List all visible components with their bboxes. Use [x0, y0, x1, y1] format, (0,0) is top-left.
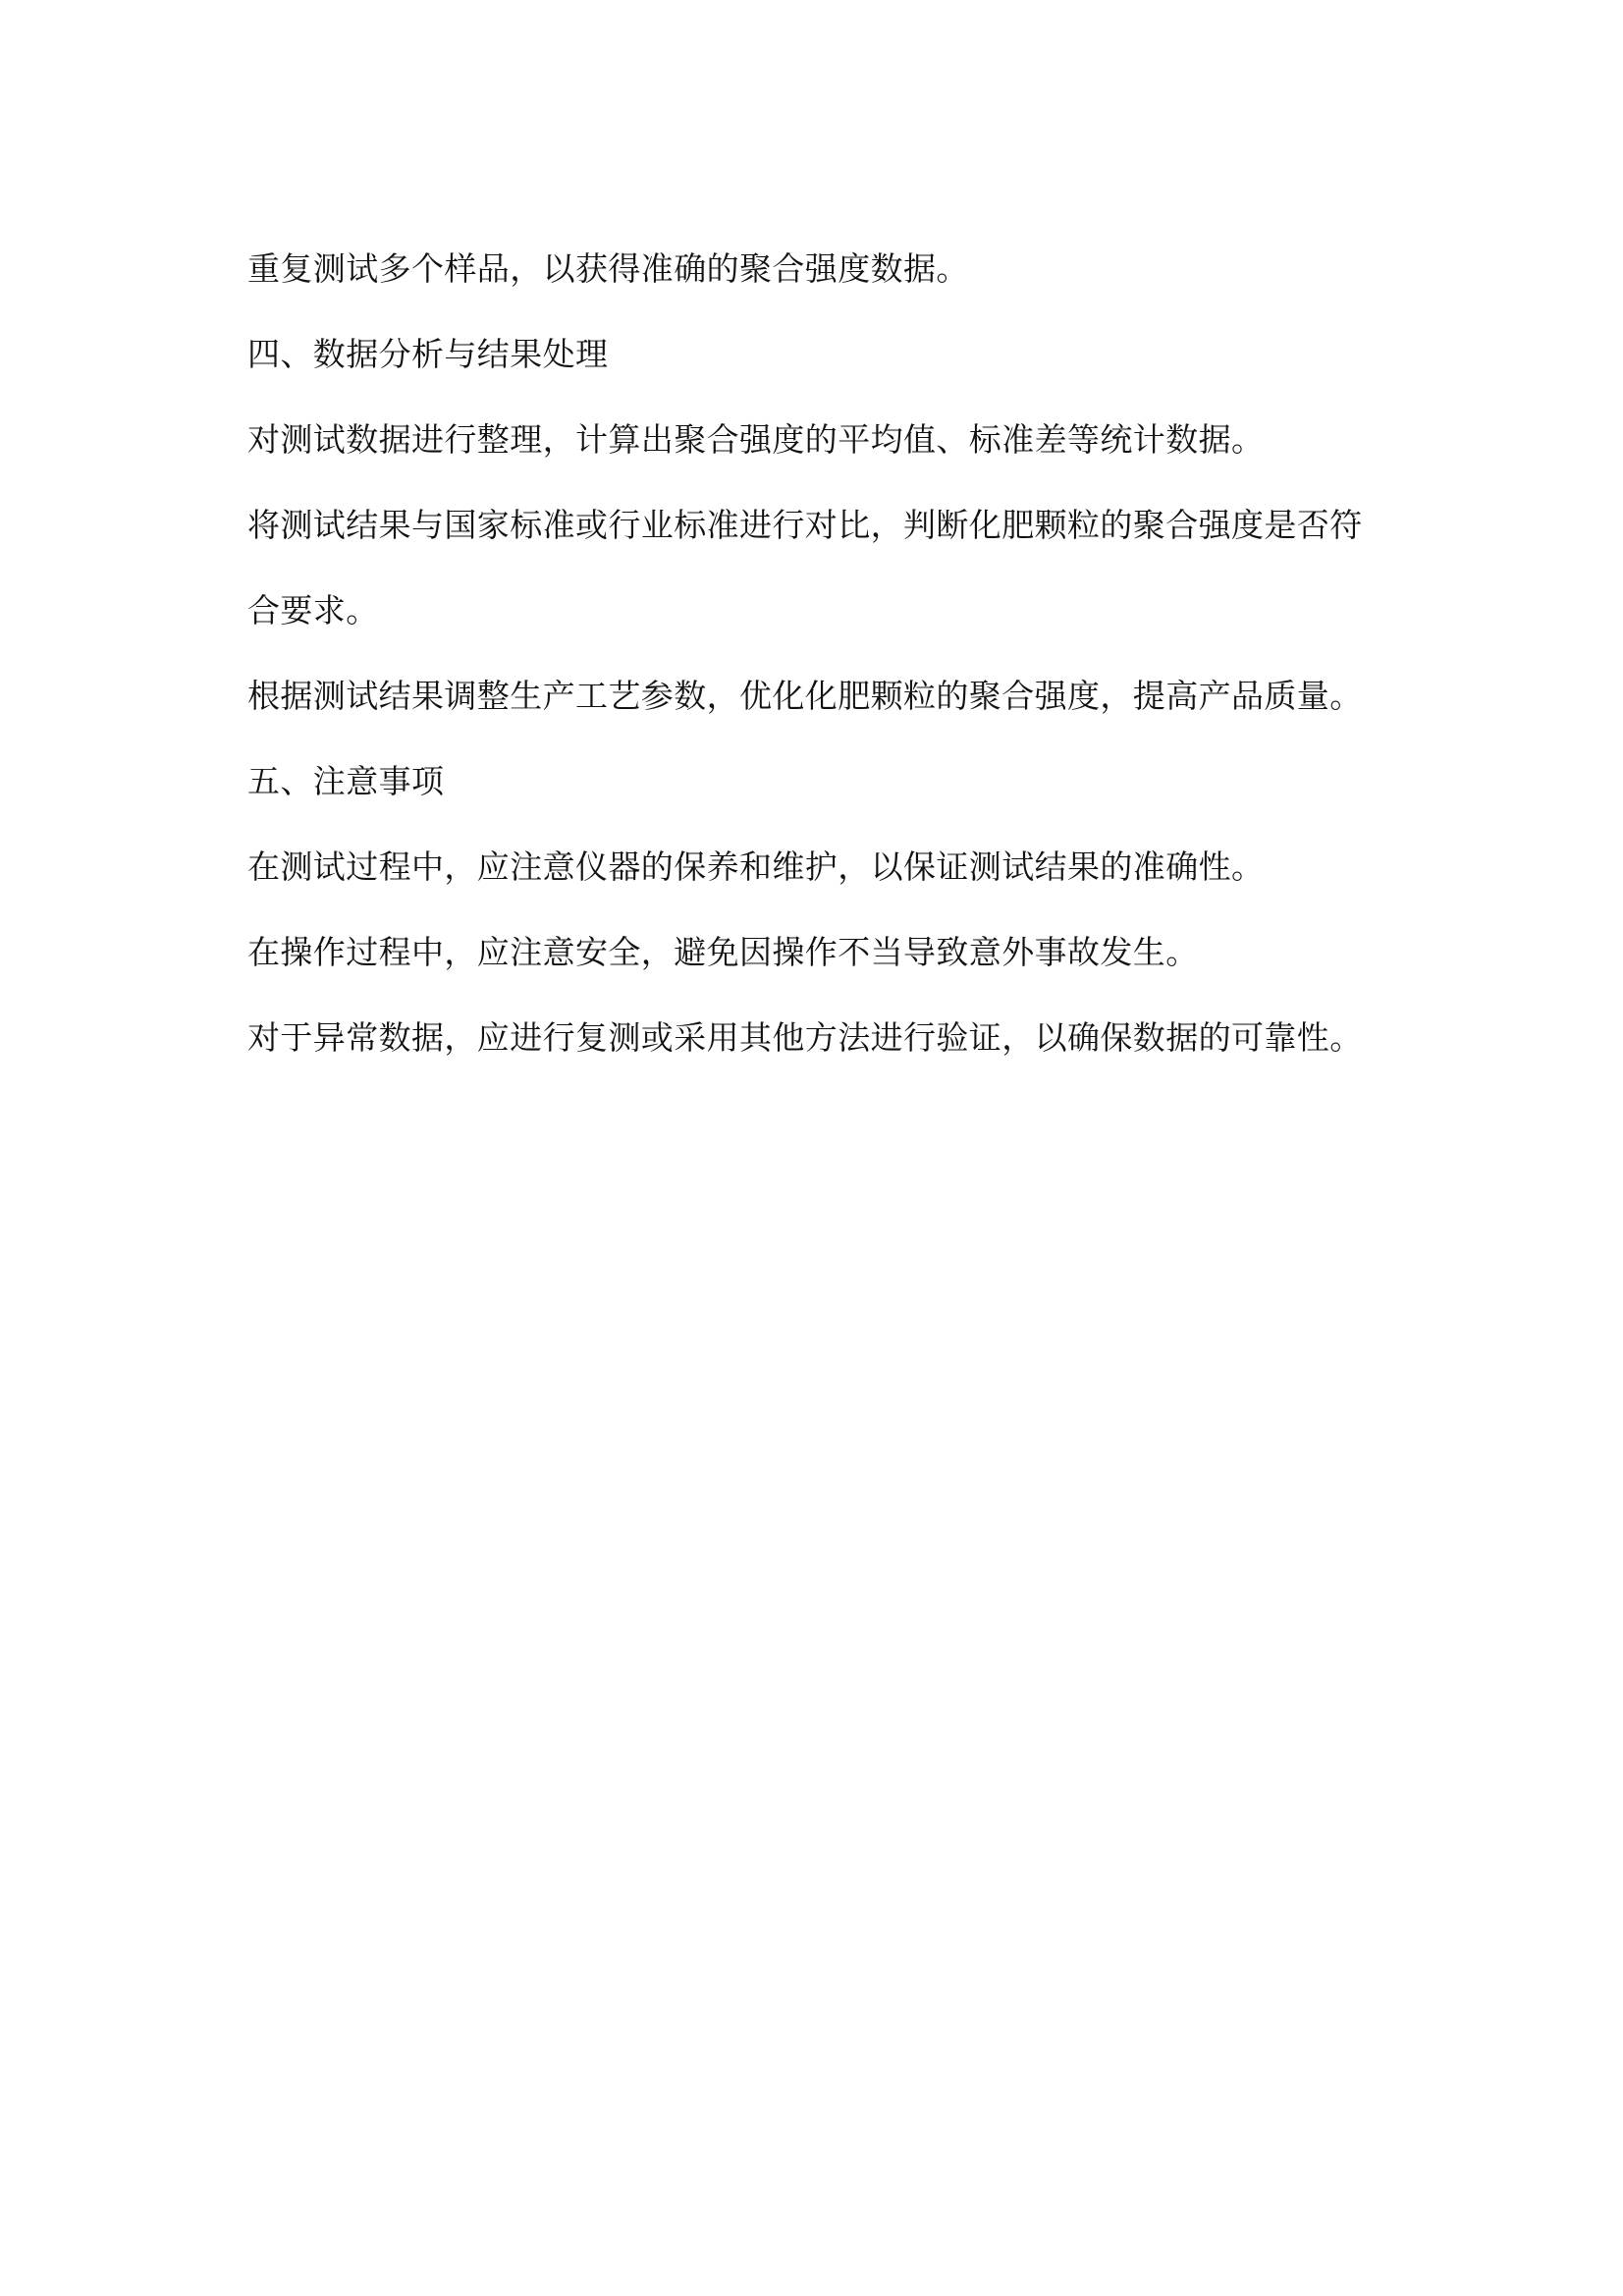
paragraph-operation-safety: 在操作过程中，应注意安全，避免因操作不当导致意外事故发生。 [247, 933, 1199, 971]
section-heading-precautions: 五、注意事项 [247, 762, 445, 800]
paragraph-standard-comparison-line2: 合要求。 [247, 591, 379, 629]
document-body [247, 226, 1386, 1080]
paragraph-standard-comparison-line1: 将测试结果与国家标准或行业标准进行对比，判断化肥颗粒的聚合强度是否符 [247, 506, 1363, 544]
paragraph-statistics: 对测试数据进行整理，计算出聚合强度的平均值、标准差等统计数据。 [247, 420, 1265, 459]
paragraph-abnormal-data: 对于异常数据，应进行复测或采用其他方法进行验证，以确保数据的可靠性。 [247, 1018, 1363, 1057]
paragraph-process-adjustment: 根据测试结果调整生产工艺参数，优化化肥颗粒的聚合强度，提高产品质量。 [247, 677, 1363, 715]
paragraph-repeat-testing: 重复测试多个样品，以获得准确的聚合强度数据。 [247, 249, 969, 288]
paragraph-instrument-maintenance: 在测试过程中，应注意仪器的保养和维护，以保证测试结果的准确性。 [247, 847, 1265, 886]
section-heading-data-analysis: 四、数据分析与结果处理 [247, 335, 609, 373]
